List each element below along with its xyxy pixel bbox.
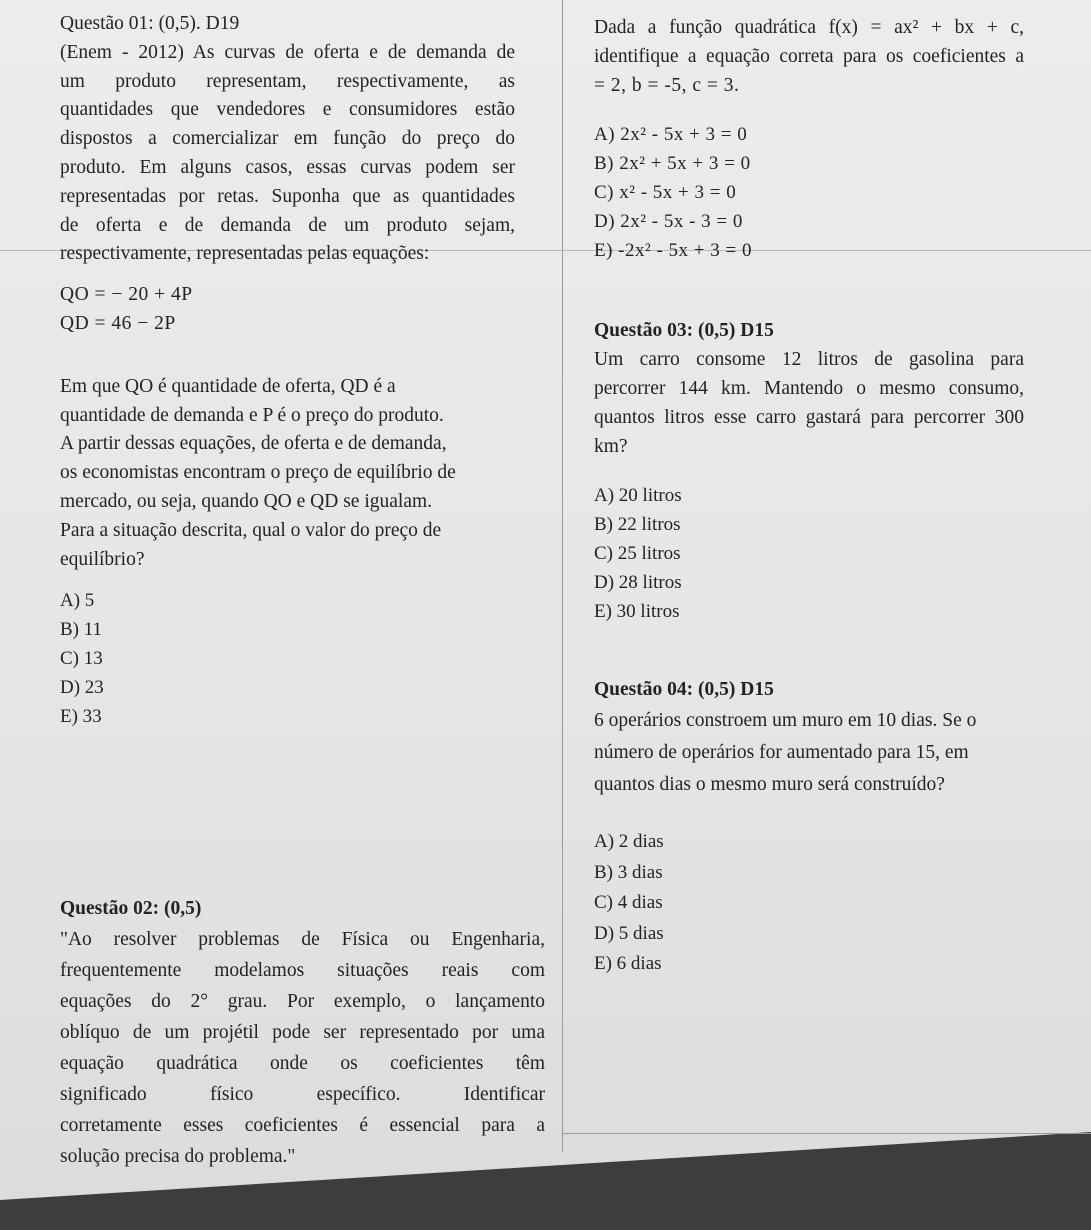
answer-option: C) 13 <box>60 648 103 670</box>
question-text-line: quantos dias o mesmo muro será construído? <box>594 774 945 796</box>
answer-option: A) 2 dias <box>594 831 664 853</box>
question-text-line: representadas por retas. Suponha que as quantidades <box>60 185 515 207</box>
answer-option: C) 25 litros <box>594 543 681 565</box>
right-column <box>594 14 1024 980</box>
answer-option: B) 2x² + 5x + 3 = 0 <box>594 153 751 175</box>
question-text-line: quantos litros esse carro gastará para percorrer 300 <box>594 406 1024 428</box>
question-text-line: corretamente esses coeficientes é essencial para a <box>60 1114 545 1136</box>
question-text-line: equilíbrio? <box>60 548 145 570</box>
question-text-line: oblíquo de um projétil pode ser representado por uma <box>60 1021 545 1043</box>
answer-option: A) 5 <box>60 590 95 612</box>
answer-option: B) 3 dias <box>594 861 663 883</box>
question-01 <box>60 10 515 731</box>
question-text-line: quantidades que vendedores e consumidores estão <box>60 99 515 121</box>
answer-option: B) 22 litros <box>594 514 681 536</box>
question-02 <box>60 895 545 1172</box>
question-text-line: solução precisa do problema." <box>60 1145 296 1167</box>
answer-option: E) 33 <box>60 706 102 728</box>
answer-option: B) 11 <box>60 619 103 641</box>
question-text-line: de oferta e de demanda de um produto sejam, <box>60 214 515 236</box>
question-02-title: Questão 02: (0,5) <box>60 898 202 919</box>
demand-equation: QD = 46 − 2P <box>60 312 176 334</box>
answer-option: E) 6 dias <box>594 953 662 975</box>
question-text-line: Para a situação descrita, qual o valor do preço de <box>60 519 442 541</box>
column-divider <box>562 0 563 1152</box>
question-text-line: dispostos a comercializar em função do preço do <box>60 128 515 150</box>
question-text-line: os economistas encontram o preço de equilíbrio de <box>60 462 456 484</box>
supply-equation: QO = − 20 + 4P <box>60 284 193 306</box>
answer-option: C) 4 dias <box>594 892 663 914</box>
question-04-title: Questão 04: (0,5) D15 <box>594 679 774 701</box>
question-text-line: respectivamente, representadas pelas equações: <box>60 243 430 265</box>
answer-option: C) x² - 5x + 3 = 0 <box>594 182 737 204</box>
question-text-line: km? <box>594 435 628 457</box>
question-text-line: 6 operários constroem um muro em 10 dias. Se o <box>594 710 977 732</box>
question-text-line: equação quadrática onde os coeficientes têm <box>60 1052 545 1074</box>
question-text-line: mercado, ou seja, quando QO e QD se igualam. <box>60 490 433 512</box>
question-03-title: Questão 03: (0,5) D15 <box>594 320 774 342</box>
question-text-line: = 2, b = -5, c = 3. <box>594 74 740 96</box>
answer-option: D) 23 <box>60 677 104 699</box>
answer-option: D) 2x² - 5x - 3 = 0 <box>594 211 743 233</box>
question-text-line: número de operários for aumentado para 15, em <box>594 742 969 764</box>
question-text-line: um produto representam, respectivamente, as <box>60 70 515 92</box>
question-text-line: "Ao resolver problemas de Física ou Engenharia, <box>60 928 545 950</box>
question-text-line: Em que QO é quantidade de oferta, QD é a <box>60 375 396 397</box>
bottom-divider <box>562 1133 1091 1134</box>
question-text-line: identifique a equação correta para os coeficientes a <box>594 45 1024 67</box>
answer-option: A) 2x² - 5x + 3 = 0 <box>594 124 748 146</box>
question-text-line: Um carro consome 12 litros de gasolina para <box>594 349 1024 371</box>
answer-option: E) -2x² - 5x + 3 = 0 <box>594 240 752 262</box>
question-text-line: frequentemente modelamos situações reais com <box>60 959 545 981</box>
answer-option: D) 28 litros <box>594 572 682 594</box>
answer-option: E) 30 litros <box>594 601 680 623</box>
answer-option: A) 20 litros <box>594 485 682 507</box>
question-text-line: equações do 2° grau. Por exemplo, o lançamento <box>60 990 545 1012</box>
question-text-line: Dada a função quadrática f(x) = ax² + bx + c, <box>594 17 1024 38</box>
question-text-line: quantidade de demanda e P é o preço do produto. <box>60 404 444 426</box>
question-text-line: percorrer 144 km. Mantendo o mesmo consumo, <box>594 377 1024 399</box>
question-text-line: (Enem - 2012) As curvas de oferta e de demanda de <box>60 41 515 63</box>
question-01-title: Questão 01: (0,5). D19 <box>60 13 240 34</box>
question-text-line: significado físico específico. Identificar <box>60 1083 545 1105</box>
question-text-line: produto. Em alguns casos, essas curvas podem ser <box>60 156 515 178</box>
answer-option: D) 5 dias <box>594 922 664 944</box>
question-text-line: A partir dessas equações, de oferta e de demanda, <box>60 433 447 455</box>
